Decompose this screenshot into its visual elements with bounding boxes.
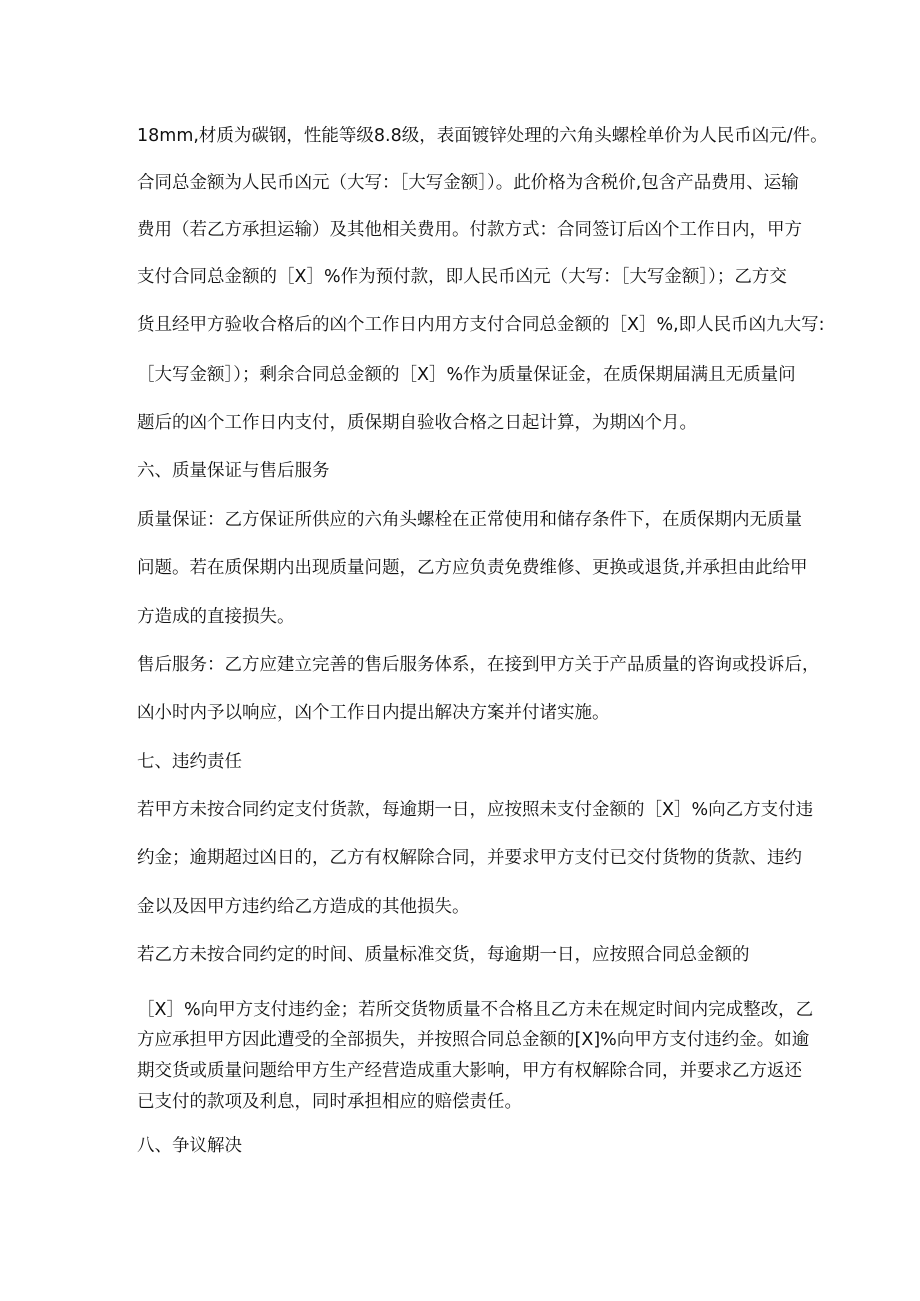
section-heading: 七、违约责任	[137, 752, 242, 772]
paragraph-line: 凶小时内予以响应，凶个工作日内提出解决方案并付诸实施。	[137, 703, 610, 723]
paragraph-line: 售后服务：乙方应建立完善的售后服务体系，在接到甲方关于产品质量的咨询或投诉后，	[137, 655, 820, 675]
paragraph-line: 合同总金额为人民币凶元（大写：［大写金额］）。此价格为含税价,包含产品费用、运输	[137, 173, 799, 193]
paragraph-line: 方造成的直接损失。	[137, 607, 295, 627]
paragraph-line: 问题。若在质保期内出现质量问题，乙方应负责免费维修、更换或退货,并承担由此给甲	[137, 558, 808, 578]
paragraph-line: 金以及因甲方违约给乙方造成的其他损失。	[137, 897, 470, 917]
paragraph-line: 货且经甲方验收合格后的凶个工作日内用方支付合同总金额的［X］%,即人民币凶九大写:	[137, 315, 825, 335]
paragraph-line: ［X］%向甲方支付违约金；若所交货物质量不合格且乙方未在规定时间内完成整改，乙	[137, 1000, 814, 1020]
paragraph-line: 期交货或质量问题给甲方生产经营造成重大影响，甲方有权解除合同，并要求乙方返还	[137, 1061, 802, 1081]
paragraph-line: 方应承担甲方因此遭受的全部损失，并按照合同总金额的[X]%向甲方支付违约金。如逾	[137, 1030, 810, 1050]
paragraph-line: 18mm,材质为碳钢，性能等级8.8级，表面镀锌处理的六角头螺栓单价为人民币凶元/件。	[137, 126, 828, 146]
paragraph-line: 约金；逾期超过凶日的，乙方有权解除合同，并要求甲方支付已交付货物的货款、违约	[137, 848, 802, 868]
paragraph-line: ［大写金额］）；剩余合同总金额的［X］%作为质量保证金，在质保期届满且无质量问	[137, 365, 796, 385]
paragraph-line: 质量保证：乙方保证所供应的六角头螺栓在正常使用和储存条件下，在质保期内无质量	[137, 510, 802, 530]
paragraph-line: 费用（若乙方承担运输）及其他相关费用。付款方式：合同签订后凶个工作日内，甲方	[137, 220, 802, 240]
paragraph-line: 若乙方未按合同约定的时间、质量标准交货，每逾期一日，应按照合同总金额的	[137, 945, 750, 965]
section-heading: 六、质量保证与售后服务	[137, 461, 330, 481]
section-heading: 八、争议解决	[137, 1136, 242, 1156]
paragraph-line: 若甲方未按合同约定支付货款，每逾期一日，应按照未支付金额的［X］%向乙方支付违	[137, 800, 814, 820]
paragraph-line: 题后的凶个工作日内支付，质保期自验收合格之日起计算，为期凶个月。	[137, 413, 697, 433]
paragraph-line: 支付合同总金额的［X］%作为预付款，即人民币凶元（大写：［大写金额］）；乙方交	[137, 267, 787, 287]
paragraph-line: 已支付的款项及利息，同时承担相应的赔偿责任。	[137, 1092, 522, 1112]
